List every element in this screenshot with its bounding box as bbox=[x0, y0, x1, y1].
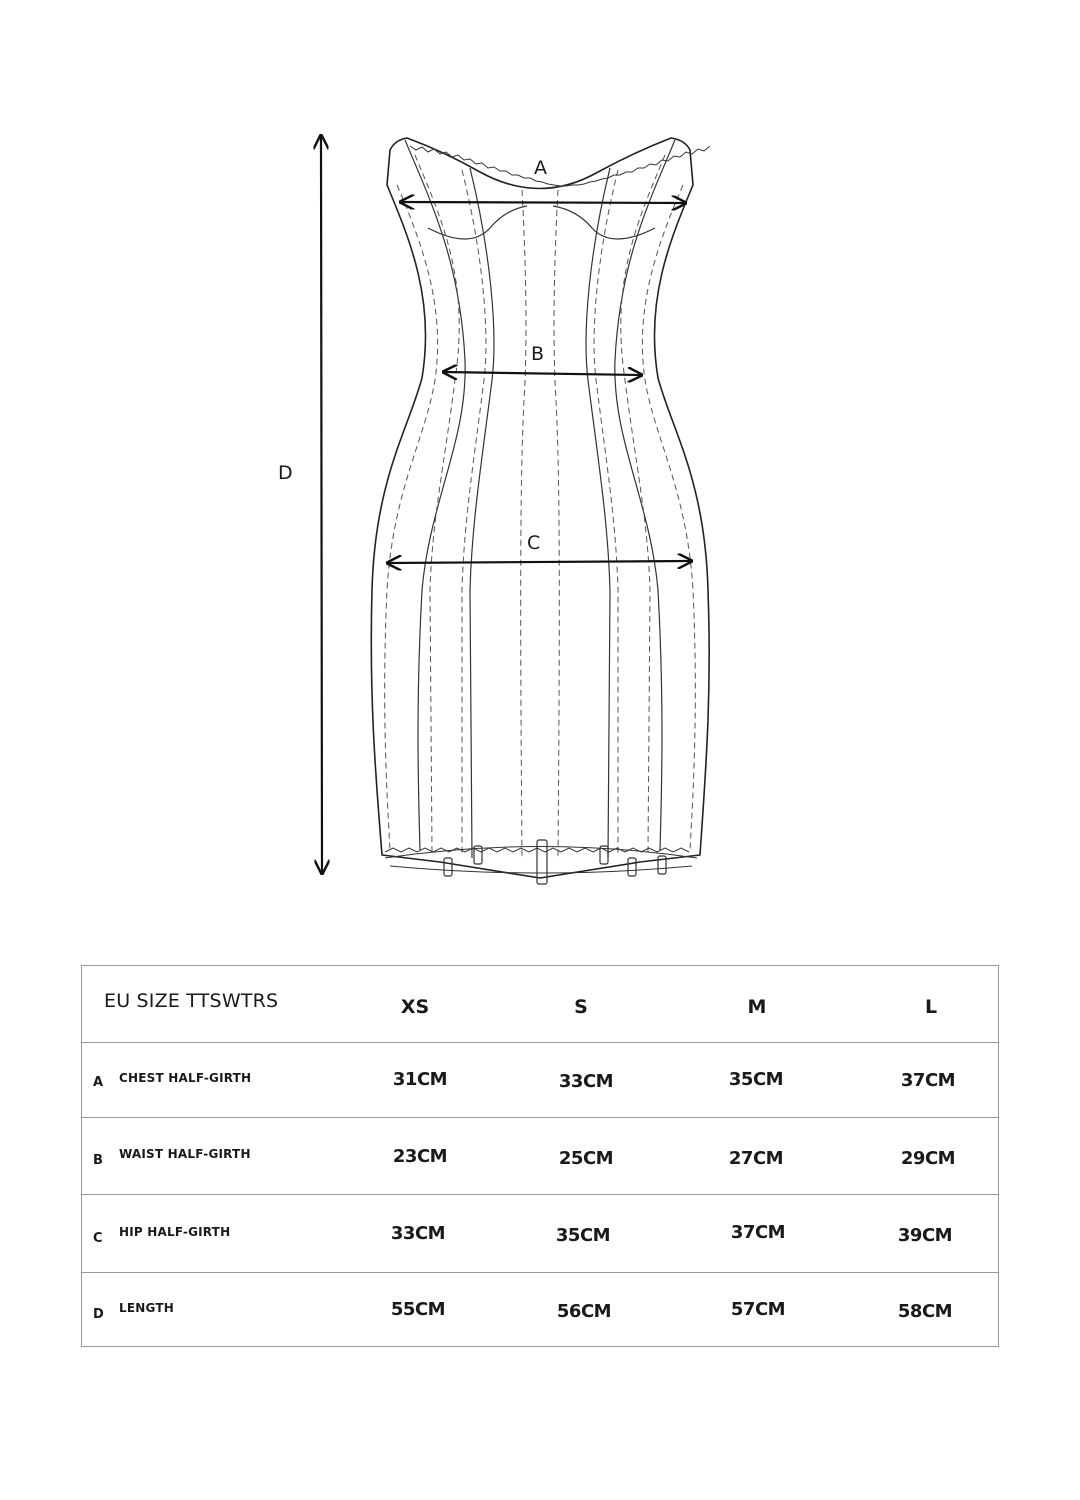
value-m: 35CM bbox=[728, 1069, 784, 1090]
stitch-right-side bbox=[642, 185, 695, 850]
row-letter: A bbox=[93, 1075, 104, 1090]
label-d: D bbox=[278, 462, 293, 484]
table-header-row bbox=[82, 966, 998, 1043]
value-l: 29CM bbox=[900, 1148, 956, 1169]
value-xs: 31CM bbox=[392, 1069, 448, 1090]
value-s: 25CM bbox=[558, 1148, 614, 1169]
value-m: 27CM bbox=[728, 1148, 784, 1169]
value-xs: 33CM bbox=[390, 1223, 446, 1244]
left-cup-line bbox=[428, 206, 527, 239]
size-header-s: S bbox=[574, 996, 588, 1018]
value-xs: 23CM bbox=[392, 1146, 448, 1167]
table-row bbox=[82, 1273, 998, 1348]
value-m: 57CM bbox=[730, 1299, 786, 1320]
stitch-left-panel bbox=[415, 155, 459, 852]
label-c: C bbox=[527, 532, 541, 554]
value-l: 58CM bbox=[897, 1301, 953, 1322]
value-s: 56CM bbox=[556, 1301, 612, 1322]
measure-arrow-c bbox=[389, 561, 690, 563]
table-row bbox=[82, 1118, 998, 1195]
label-b: B bbox=[531, 343, 545, 365]
stitch-left-side bbox=[385, 185, 438, 850]
stitch-mid-left bbox=[521, 190, 526, 860]
row-measurement-name: WAIST HALF-GIRTH bbox=[119, 1147, 251, 1161]
stitch-mid-right bbox=[554, 190, 559, 860]
measure-arrow-d bbox=[321, 137, 322, 872]
table-row bbox=[82, 1043, 998, 1118]
row-letter: C bbox=[93, 1231, 103, 1246]
stitch-right-panel bbox=[621, 155, 665, 852]
size-header-m: M bbox=[747, 996, 767, 1018]
row-measurement-name: LENGTH bbox=[119, 1301, 174, 1315]
value-xs: 55CM bbox=[390, 1299, 446, 1320]
value-l: 39CM bbox=[897, 1225, 953, 1246]
row-measurement-name: HIP HALF-GIRTH bbox=[119, 1225, 231, 1239]
row-measurement-name: CHEST HALF-GIRTH bbox=[119, 1071, 252, 1085]
stitch-right-center bbox=[594, 170, 618, 856]
size-header-l: L bbox=[924, 996, 938, 1018]
size-header-xs: XS bbox=[400, 996, 430, 1018]
seam-left-inner bbox=[470, 168, 494, 858]
label-a: A bbox=[534, 157, 547, 179]
dress-outline bbox=[371, 138, 709, 878]
row-letter: B bbox=[93, 1153, 103, 1168]
value-m: 37CM bbox=[730, 1222, 786, 1243]
table-row bbox=[82, 1195, 998, 1273]
seam-right-outer bbox=[615, 140, 675, 850]
neckline-trim bbox=[410, 146, 710, 186]
value-s: 35CM bbox=[555, 1225, 611, 1246]
measure-arrow-b bbox=[445, 372, 640, 375]
measure-arrow-a bbox=[402, 202, 684, 203]
value-s: 33CM bbox=[558, 1071, 614, 1092]
table-title: EU SIZE TTSWTRS bbox=[104, 990, 279, 1012]
row-letter: D bbox=[93, 1307, 104, 1322]
seam-left-outer bbox=[405, 140, 465, 850]
size-chart-table bbox=[81, 965, 999, 1347]
seam-right-inner bbox=[586, 168, 610, 858]
value-l: 37CM bbox=[900, 1070, 956, 1091]
stitch-left-center bbox=[462, 170, 486, 856]
